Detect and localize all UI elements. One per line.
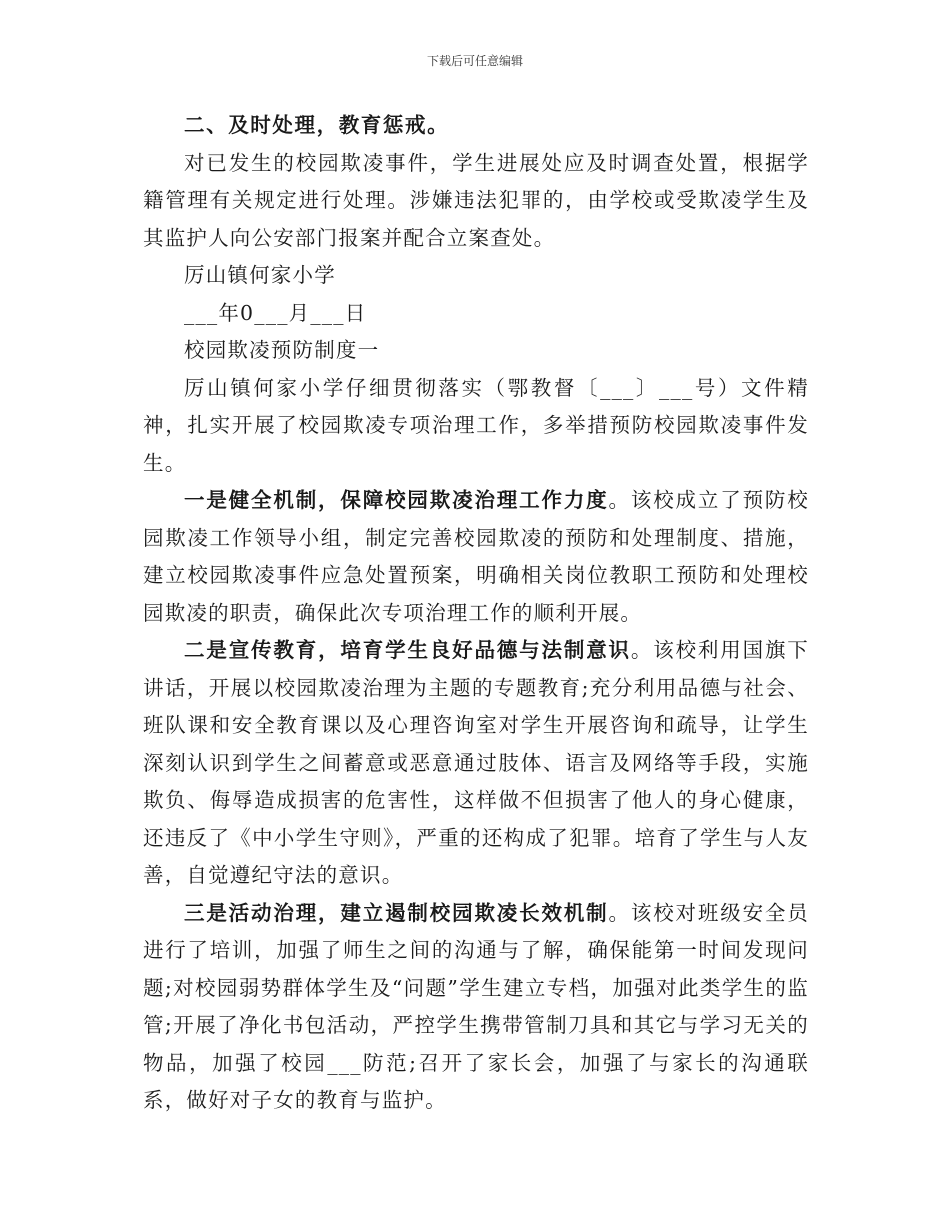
paragraph-point-2 xyxy=(143,632,809,895)
school-name: 厉山镇何家小学 xyxy=(184,263,336,287)
paragraph-intro: 厉山镇何家小学仔细贯彻落实（鄂教督〔___〕___号）文件精神，扎实开展了校园欺凌专项治理工作，多举措预防校园欺凌事件发生。 xyxy=(143,375,809,475)
section-heading: 二、及时处理，教育惩戒。 xyxy=(184,113,450,137)
point-1-lead: 一是健全机制，保障校园欺凌治理工作力度 xyxy=(184,488,609,512)
paragraph-handling: 对已发生的校园欺凌事件，学生进展处应及时调查处置，根据学籍管理有关规定进行处理。涉嫌违法犯罪的，由学校或受欺凌学生及其监护人向公安部门报案并配合立案查处。 xyxy=(143,150,809,250)
document-title: 校园欺凌预防制度一 xyxy=(184,338,380,362)
paragraph-point-1 xyxy=(143,482,809,632)
point-2-text: 。该校利用国旗下讲话，开展以校园欺凌治理为主题的专题教育;充分利用品德与社会、班队课和安全教育课以及心理咨询室对学生开展咨询和疏导，让学生深刻认识到学生之间蓄意或恶意通过肢体、语言及网络等手段，实施欺负、侮辱造成损害的危害性，这样做不但损害了他人的身心健康，还违反了《中小学生守则》，严重的还构成了犯罪。培育了学生与人友善，自觉遵纪守法的意识。 xyxy=(143,638,809,887)
point-3-lead: 三是活动治理，建立遏制校园欺凌长效机制 xyxy=(184,900,609,925)
date-line: ___年0___月___日 xyxy=(184,300,367,325)
point-2-lead: 二是宣传教育，培育学生良好品德与法制意识 xyxy=(184,638,631,662)
point-3-text: 。该校对班级安全员进行了培训，加强了师生之间的沟通与了解，确保能第一时间发现问题;对校园弱势群体学生及“问题”学生建立专档，加强对此类学生的监管;开展了净化书包活动，严控学生携带管制刀具和其它与学习无关的物品，加强了校园___防范;召开了家长会，加强了与家长的沟通联系，做好对子女的教育与监护。 xyxy=(143,900,809,1112)
point-1-text: 。该校成立了预防校园欺凌工作领导小组，制定完善校园欺凌的预防和处理制度、措施，建立校园欺凌事件应急处置预案，明确相关岗位教职工预防和处理校园欺凌的职责，确保此次专项治理工作的顺利开展。 xyxy=(143,488,809,625)
page-header: 下载后可任意编辑 xyxy=(426,54,523,68)
paragraph-point-3 xyxy=(143,895,809,1120)
document-body xyxy=(143,107,809,1120)
